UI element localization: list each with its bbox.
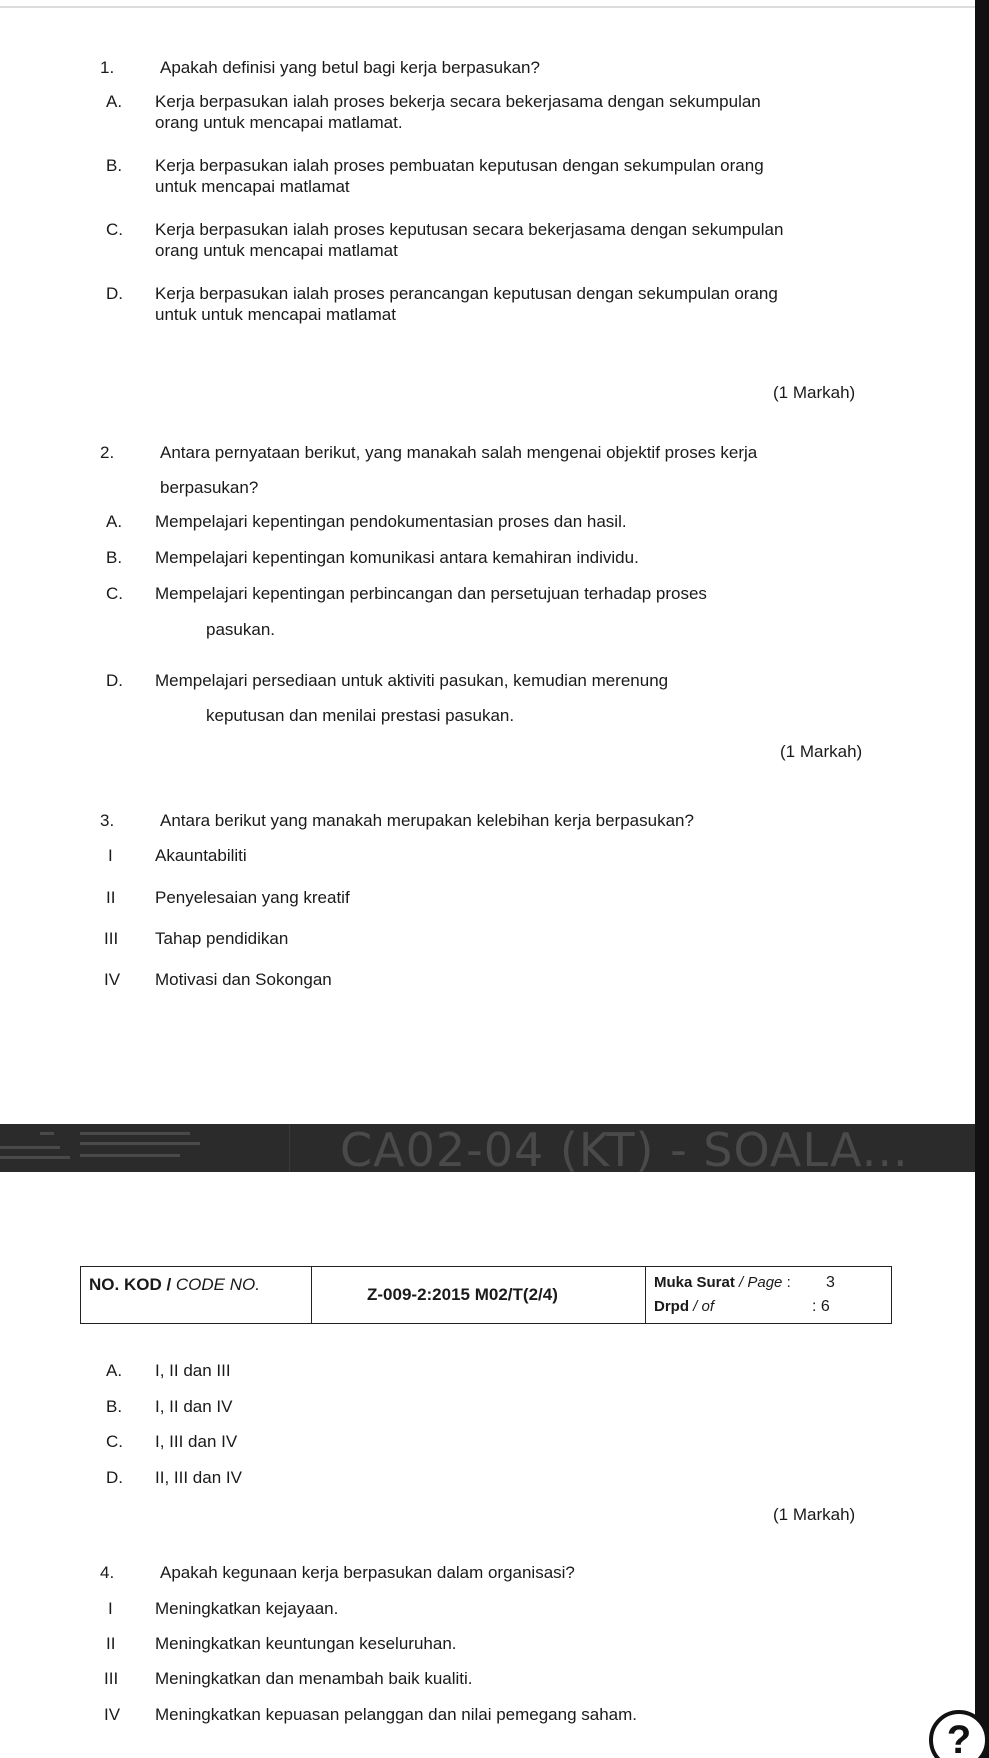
question-text: Antara berikut yang manakah merupakan kelebihan kerja berpasukan? [160, 811, 694, 830]
marks-label: (1 Markah) [773, 1505, 856, 1524]
page-label-en: / Page [739, 1274, 783, 1291]
question-text: Antara pernyataan berikut, yang manakah salah mengenai objektif proses kerja [160, 443, 758, 462]
option-text: keputusan dan menilai prestasi pasukan. [206, 706, 515, 725]
item-text: Motivasi dan Sokongan [155, 970, 332, 989]
option-text: Mempelajari kepentingan komunikasi antara kemahiran individu. [155, 548, 639, 567]
item-text: Penyelesaian yang kreatif [155, 888, 350, 907]
question-number: 4. [100, 1563, 115, 1582]
option-text: I, III dan IV [155, 1432, 238, 1451]
question-number: 1. [100, 58, 115, 77]
item-text: Akauntabiliti [155, 846, 247, 865]
code-value: Z-009-2:2015 M02/T(2/4) [367, 1285, 558, 1304]
page-header-table [80, 1266, 892, 1324]
option-text: Mempelajari persediaan untuk aktiviti pasukan, kemudian merenung [155, 671, 669, 690]
question-text: Apakah definisi yang betul bagi kerja berpasukan? [160, 58, 540, 77]
option-letter: C. [106, 220, 123, 239]
option-text: Mempelajari kepentingan pendokumentasian proses dan hasil. [155, 512, 627, 531]
option-text: I, II dan IV [155, 1397, 233, 1416]
item-text: Tahap pendidikan [155, 929, 289, 948]
item-text: Meningkatkan kejayaan. [155, 1599, 339, 1618]
option-text: orang untuk mencapai matlamat [155, 241, 398, 260]
option-text: Kerja berpasukan ialah proses perancangan keputusan dengan sekumpulan orang [155, 284, 778, 303]
option-text: untuk mencapai matlamat [155, 177, 350, 196]
item-text: Meningkatkan kepuasan pelanggan dan nilai pemegang saham. [155, 1705, 638, 1724]
option-letter: C. [106, 584, 123, 603]
item-text: Meningkatkan keuntungan keseluruhan. [155, 1634, 457, 1653]
document-viewer-banner [0, 1124, 975, 1172]
code-label: NO. KOD / [89, 1275, 172, 1294]
option-letter: A. [106, 512, 123, 531]
of-label: Drpd [654, 1298, 689, 1315]
option-text: Kerja berpasukan ialah proses pembuatan keputusan dengan sekumpulan orang [155, 156, 764, 175]
option-text: Kerja berpasukan ialah proses bekerja secara bekerjasama dengan sekumpulan [155, 92, 761, 111]
page-number: 3 [826, 1274, 835, 1291]
question-number: 3. [100, 811, 115, 830]
question-mark-icon: ? [946, 1718, 972, 1758]
page-info-cell: Muka Surat / Page : 3 Drpd / of : 6 [654, 1274, 835, 1315]
marks-label: (1 Markah) [773, 383, 856, 402]
option-text: I, II dan III [155, 1361, 231, 1380]
option-letter: D. [106, 284, 123, 303]
option-letter: B. [106, 1397, 123, 1416]
roman-numeral: II [106, 888, 116, 907]
question-text: berpasukan? [160, 478, 259, 497]
question-number: 2. [100, 443, 115, 462]
option-text: orang untuk mencapai matlamat. [155, 113, 403, 132]
roman-numeral: I [108, 846, 113, 865]
roman-numeral: IV [104, 970, 121, 989]
option-text: II, III dan IV [155, 1468, 242, 1487]
code-label-cell [81, 1267, 312, 1323]
roman-numeral: II [106, 1634, 116, 1653]
roman-numeral: IV [104, 1705, 121, 1724]
option-letter: C. [106, 1432, 123, 1451]
option-text: Kerja berpasukan ialah proses keputusan secara bekerjasama dengan sekumpulan [155, 220, 784, 239]
roman-numeral: III [104, 1669, 119, 1688]
option-text: Mempelajari kepentingan perbincangan dan persetujuan terhadap proses [155, 584, 707, 603]
banner-thumbnail [0, 1124, 290, 1172]
code-value-cell [312, 1267, 646, 1323]
roman-numeral: III [104, 929, 119, 948]
help-button[interactable] [929, 1710, 989, 1758]
banner-title: CA02-04 (KT) - SOALA... [340, 1124, 909, 1172]
option-text: pasukan. [206, 620, 275, 639]
option-letter: A. [106, 1361, 123, 1380]
page-label: Muka Surat [654, 1274, 735, 1291]
option-letter: D. [106, 1468, 123, 1487]
option-text: untuk untuk mencapai matlamat [155, 305, 396, 324]
item-text: Meningkatkan dan menambah baik kualiti. [155, 1669, 473, 1688]
code-label-en: CODE NO. [175, 1275, 260, 1294]
option-letter: B. [106, 548, 123, 567]
right-edge-bar [975, 0, 989, 1758]
question-text: Apakah kegunaan kerja berpasukan dalam organisasi? [160, 1563, 575, 1582]
option-letter: B. [106, 156, 123, 175]
marks-label: (1 Markah) [780, 742, 863, 761]
top-divider [0, 6, 975, 8]
total-pages: 6 [820, 1298, 830, 1315]
roman-numeral: I [108, 1599, 113, 1618]
option-letter: D. [106, 671, 123, 690]
of-label-en: / of [693, 1298, 715, 1315]
option-letter: A. [106, 92, 123, 111]
